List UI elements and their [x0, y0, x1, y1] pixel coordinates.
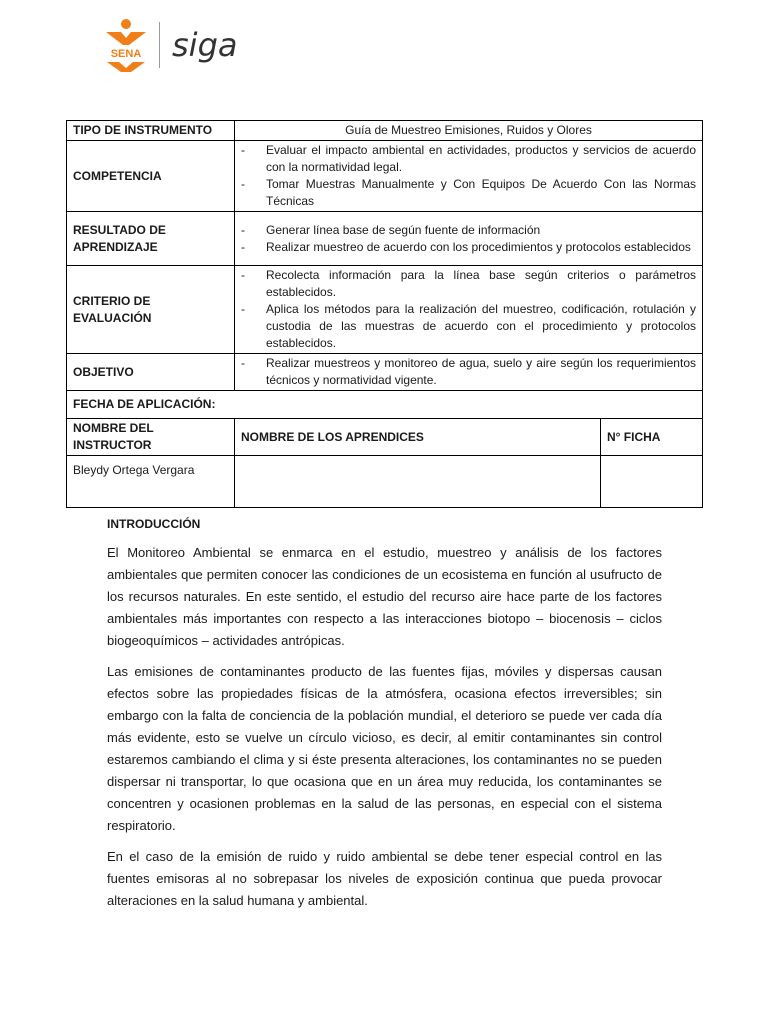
- section-heading: INTRODUCCIÓN: [107, 517, 201, 531]
- list-item: - Realizar muestreos y monitoreo de agua, suelo y aire según los requerimientos técnicos y normatividad vigente.: [241, 355, 696, 389]
- siga-logo-text: siga: [172, 26, 238, 64]
- list-item: - Realizar muestreo de acuerdo con los procedimientos y protocolos establecidos: [241, 239, 696, 256]
- list-item: - Aplica los métodos para la realización del muestreo, codificación, rotulación y custodia de las muestras de acuerdo con el procedimiento y protocolos establecidos.: [241, 301, 696, 352]
- siga-logo: [170, 26, 250, 70]
- list-item: - Generar línea base de según fuente de información: [241, 222, 696, 239]
- ficha-field[interactable]: [601, 456, 703, 508]
- table-row: [67, 141, 703, 212]
- sena-logo: [101, 18, 151, 72]
- introduction-section: [107, 514, 662, 921]
- table-row: [67, 419, 703, 456]
- paragraph: El Monitoreo Ambiental se enmarca en el estudio, muestreo y análisis de los factores ambientales que permiten conocer las condiciones de un ecosistema en función al usufructo de los recursos naturales. En este sentido, el estudio del recurso aire hace parte de los factores ambientales más importantes con respecto a las interacciones biotopo – biocenosis – ciclos biogeoquímicos – actividades antrópicas.: [107, 545, 662, 648]
- col-header-ficha: N° FICHA: [601, 419, 703, 456]
- competencia-cell: [235, 141, 703, 212]
- paragraph: Las emisiones de contaminantes producto de las fuentes fijas, móviles y dispersas causan efectos sobre las propiedades físicas de la atmósfera, ocasiona efectos irreversibles; sin embargo con la falta de conciencia de la población mundial, el deterioro se puede ver cada día más evidente, esto se vuelve un círculo vicioso, es decir, al emitir contaminantes sin control estaremos cambiando el clima y si éste presenta alteraciones, los contaminantes no se pueden dispersar ni transportar, lo que ocasiona que en un área muy reducida, los contaminantes se concentren y ocasionen problemas en la salud de las personas, en especial con el sistema respiratorio.: [107, 664, 662, 833]
- col-header-aprendices: NOMBRE DE LOS APRENDICES: [235, 419, 601, 456]
- table-row: [67, 391, 703, 419]
- col-header-instructor: NOMBRE DEL INSTRUCTOR: [67, 419, 235, 456]
- list-item: - Tomar Muestras Manualmente y Con Equipos De Acuerdo Con las Normas Técnicas: [241, 176, 696, 210]
- table-row: [67, 456, 703, 508]
- criterio-cell: [235, 266, 703, 354]
- resultado-cell: [235, 212, 703, 266]
- list-item: - Recolecta información para la línea base según criterios o parámetros establecidos.: [241, 267, 696, 301]
- table-row: [67, 121, 703, 141]
- row-label: CRITERIO DE EVALUACIÓN: [67, 266, 235, 354]
- logo-divider: [159, 22, 160, 68]
- list-item: - Evaluar el impacto ambiental en actividades, productos y servicios de acuerdo con la normatividad legal.: [241, 142, 696, 176]
- objetivo-cell: [235, 354, 703, 391]
- instrument-type-value: Guía de Muestreo Emisiones, Ruidos y Olores: [235, 121, 703, 141]
- instructor-name: Bleydy Ortega Vergara: [67, 456, 235, 508]
- row-label: RESULTADO DE APRENDIZAJE: [67, 212, 235, 266]
- row-label: OBJETIVO: [67, 354, 235, 391]
- table-row: [67, 212, 703, 266]
- aprendices-field[interactable]: [235, 456, 601, 508]
- sena-logo-text: SENA: [110, 48, 142, 60]
- row-label: TIPO DE INSTRUMENTO: [67, 121, 235, 141]
- table-row: [67, 266, 703, 354]
- fecha-aplicacion-label: FECHA DE APLICACIÓN:: [67, 391, 703, 419]
- row-label: COMPETENCIA: [67, 141, 235, 212]
- paragraph: En el caso de la emisión de ruido y ruido ambiental se debe tener especial control en las fuentes emisoras al no sobrepasar los niveles de exposición continua que pueda provocar alteraciones en la salud humana y ambiental.: [107, 849, 662, 908]
- table-row: [67, 354, 703, 391]
- instrument-table: [66, 120, 703, 508]
